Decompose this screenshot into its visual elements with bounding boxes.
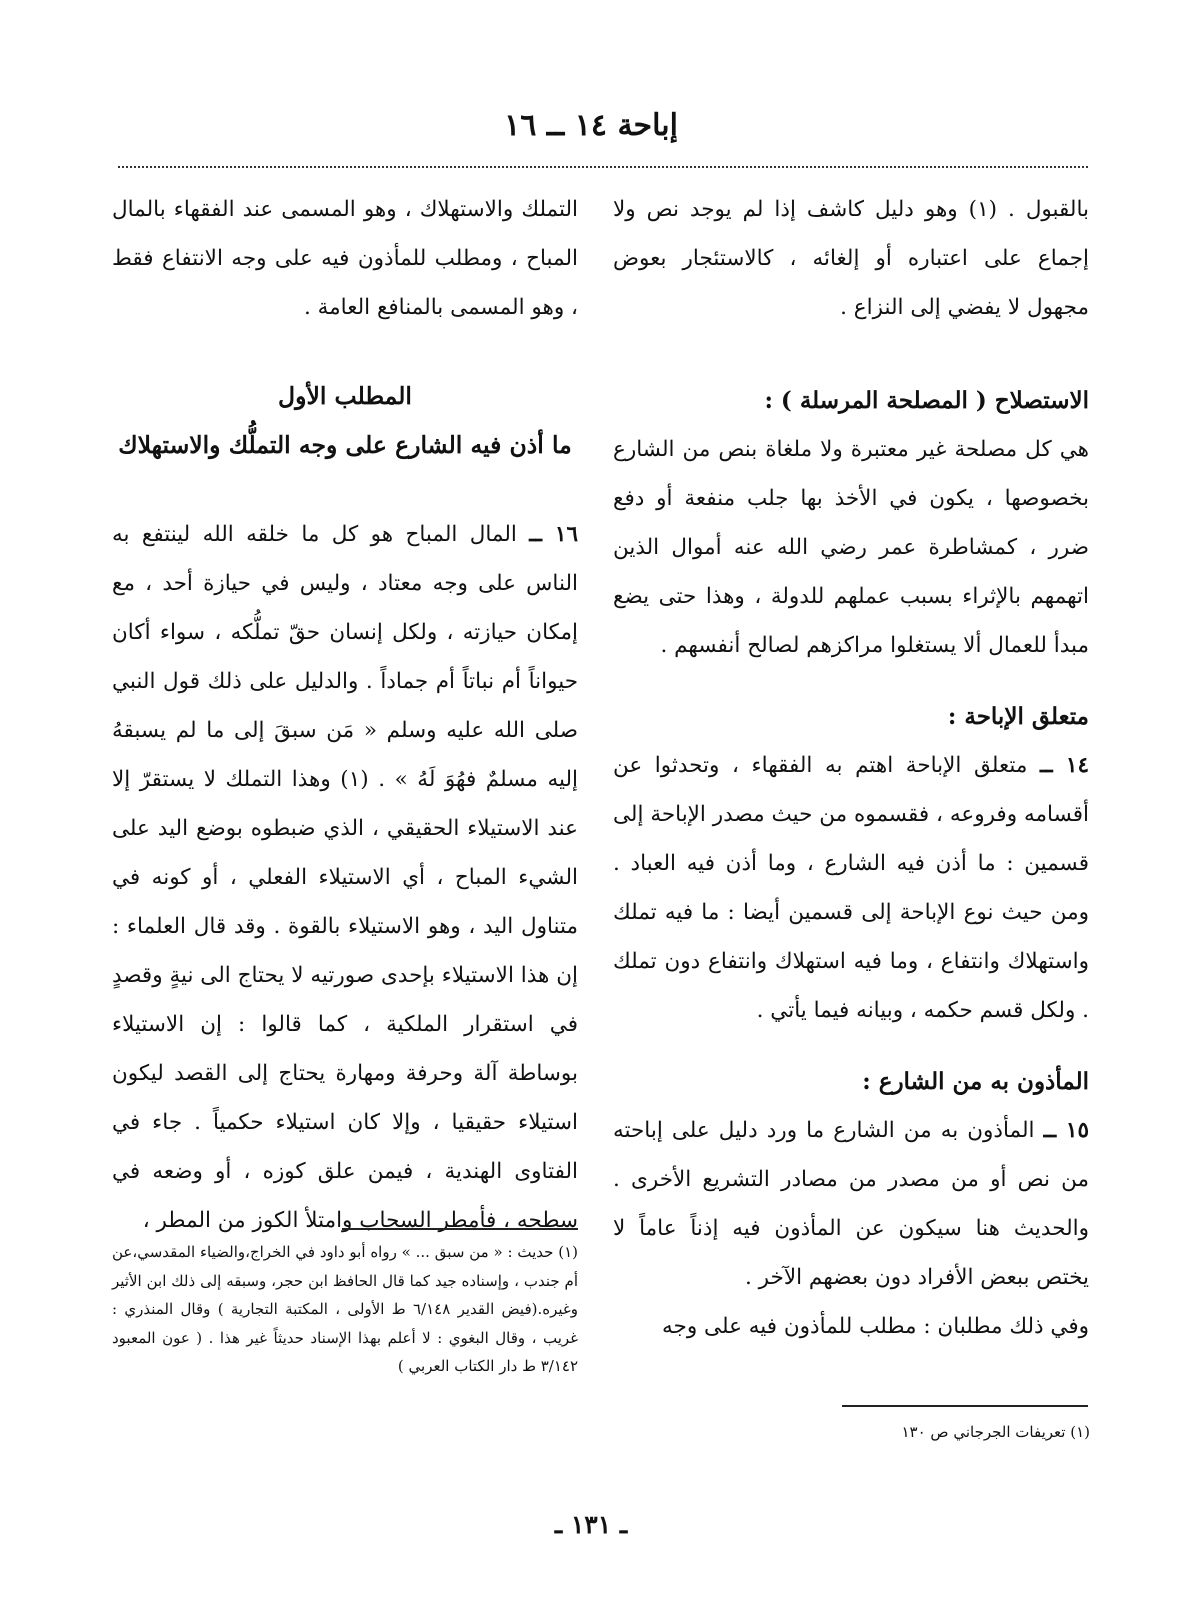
- paragraph-16: [112, 510, 578, 1245]
- footnotes-right: [760, 1418, 1090, 1447]
- spacer: [112, 470, 578, 510]
- footnote-left-1: (١) حديث : « من سبق ... » رواه أبو داود في الخراج،والضياء المقدسي،عن أم جندب ، وإسناده جيد كما قال الحافظ ابن حجر، وسبقه إلى ذلك ابن الأثير وغيره.(فيض القدير ٦/١٤٨ ط الأولى ، المكتبة التجارية ) وقال المنذري : غريب ، وقال البغوي : لا أعلم بهذا الإسناد حديثاً غير هذا . ( عون المعبود ٣/١٤٢ ط دار الكتاب العربي ): [112, 1243, 578, 1375]
- paragraph-14-text: متعلق الإباحة اهتم به الفقهاء ، وتحدثوا عن أقسامه وفروعه ، فقسموه من حيث مصدر الإباحة إلى قسمين : ما أذن فيه الشارع ، وما أذن فيه العباد . ومن حيث نوع الإباحة إلى قسمين أيضا : ما فيه تملك واستهلاك وانتفاع ، وما فيه استهلاك وانتفاع دون تملك . ولكل قسم حكمه ، وبيانه فيما يأتي .: [613, 753, 1089, 1023]
- intro-paragraph: بالقبول . (١) وهو دليل كاشف إذا لم يوجد نص ولا إجماع على اعتباره أو إلغائه ، كالاستئجار بعوض مجهول لا يفضي إلى النزاع .: [613, 197, 1089, 320]
- right-column: [613, 185, 1089, 1351]
- paragraph-15-number: ١٥ ــ: [1043, 1118, 1089, 1143]
- continuation-paragraph: التملك والاستهلاك ، وهو المسمى عند الفقهاء بالمال المباح ، ومطلب للمأذون فيه على وجه الانتفاع فقط ، وهو المسمى بالمنافع العامة .: [112, 197, 578, 320]
- spacer: [613, 332, 1089, 354]
- left-column: [112, 185, 578, 1245]
- paragraph-14-number: ١٤ ــ: [1040, 753, 1089, 778]
- page-number: ـ ١٣١ ـ: [554, 1510, 628, 1539]
- footnote-right-1: (١) تعريفات الجرجاني ص ١٣٠: [901, 1423, 1090, 1441]
- paragraph-15-text: المأذون به من الشارع ما ورد دليل على إباحته من نص أو من مصدر من مصادر التشريع الأخرى . والحديث هنا سيكون عن المأذون فيه إذناً عاماً لا يختص ببعض الأفراد دون بعضهم الآخر .: [613, 1118, 1089, 1290]
- footnote-rule-right: [842, 1405, 1088, 1407]
- paragraph-15-tail: وفي ذلك مطلبان : مطلب للمأذون فيه على وجه: [662, 1314, 1089, 1339]
- footnote-rule-left: [342, 1228, 578, 1230]
- paragraph-14: [613, 741, 1089, 1035]
- section-title: المطلب الأول: [278, 382, 412, 410]
- paragraph-16-text: المال المباح هو كل ما خلقه الله لينتفع به الناس على وجه معتاد ، وليس في حيازة أحد ، مع إمكان حيازته ، ولكل إنسان حقّ تملُّكه ، سواء أكان حيواناً أم نباتاً أم جماداً . والدليل على ذلك قول النبي صلى الله عليه وسلم « مَن سبقَ إلى ما لم يسبقهُ إليه مسلمٌ فهُوَ لَهُ » . (١) وهذا التملك لا يستقرّ إلا عند الاستيلاء الحقيقي ، الذي ضبطوه بوضع اليد على الشيء المباح ، أي الاستيلاء الفعلي ، أو كونه في متناول اليد ، وهو الاستيلاء بالقوة . وقد قال العلماء : إن هذا الاستيلاء بإحدى صورتيه لا يحتاج الى نيةٍ وقصدٍ في استقرار الملكية ، كما قالوا : إن الاستيلاء بوساطة آلة وحرفة ومهارة يحتاج إلى القصد ليكون استيلاء حقيقيا ، وإلا كان استيلاء حكمياً . جاء في الفتاوى الهندية ، فيمن علق كوزه ، أو وضعه في سطحه ، فأمطر السحاب وامتلأ الكوز من المطر ،: [112, 522, 578, 1233]
- spacer: [112, 332, 578, 372]
- paragraph-15: [613, 1106, 1089, 1302]
- mutaallaq-heading: متعلق الإباحة :: [947, 703, 1089, 730]
- istislah-paragraph: هي كل مصلحة غير معتبرة ولا ملغاة بنص من الشارع بخصوصها ، يكون في الأخذ بها جلب منفعة أو دفع ضرر ، كمشاطرة عمر رضي الله عنه أموال الذين اتهمهم بالإثراء بسبب عملهم للدولة ، وهذا حتى يضع مبدأ للعمال ألا يستغلوا مراكزهم لصالح أنفسهم .: [613, 437, 1089, 658]
- running-title: إباحة ١٤ ــ ١٦: [504, 108, 678, 143]
- section-subtitle: ما أذن فيه الشارع على وجه التملُّك والاستهلاك: [118, 431, 572, 459]
- header-dotted-rule: [118, 166, 1088, 168]
- footnotes-left: [112, 1238, 578, 1381]
- maadhun-heading: المأذون به من الشارع :: [862, 1068, 1089, 1095]
- istislah-heading: الاستصلاح ( المصلحة المرسلة ) :: [764, 387, 1089, 414]
- paragraph-16-number: ١٦ ــ: [529, 522, 578, 547]
